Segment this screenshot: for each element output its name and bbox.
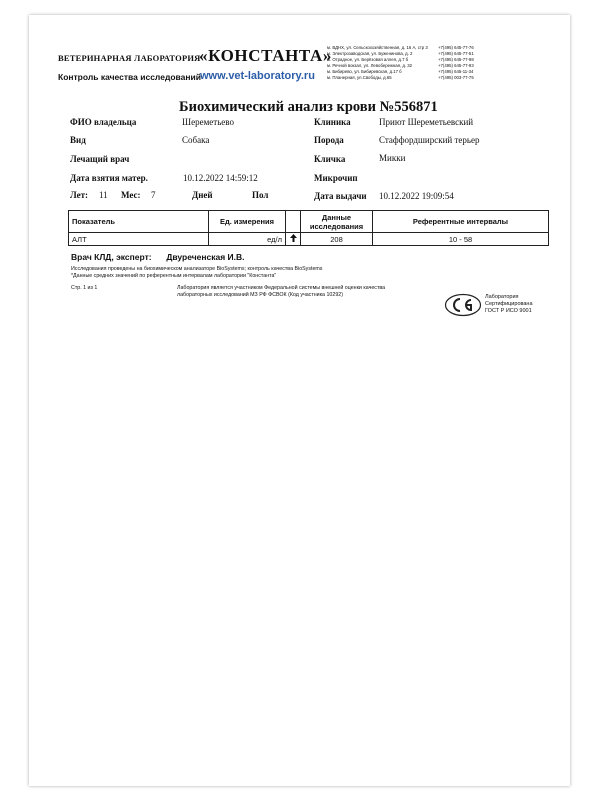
- cert-line-3: ГОСТ Р ИСО 9001: [485, 308, 532, 314]
- results-table: [68, 210, 549, 246]
- cell-reference: 10 - 58: [373, 233, 549, 246]
- phone-list: [438, 45, 474, 82]
- owner-value: Шереметьево: [182, 117, 234, 127]
- address-item: м. Электрозаводская, ул. Буженинова, д. 2: [327, 51, 413, 57]
- clinic-label: Клиника: [314, 117, 351, 127]
- arrow-up-icon: [286, 233, 301, 246]
- header-indicator: Показатель: [69, 211, 209, 233]
- attending-doctor-label: Лечащий врач: [70, 154, 130, 164]
- lab-subtitle: Контроль качества исследований: [58, 72, 201, 82]
- phone-item: +7(495) 645-77-51: [438, 51, 474, 57]
- phone-item: +7(495) 645-77-98: [438, 57, 474, 63]
- cell-value: 208: [301, 233, 373, 246]
- address-item: м. Планерная, ул.Свободы, д.65: [327, 75, 392, 81]
- certification-logo-icon: [444, 293, 482, 317]
- lab-doctor-name: Двуреченская И.В.: [166, 252, 245, 262]
- lab-website-link[interactable]: www.vet-laboratory.ru: [200, 70, 315, 82]
- years-label: Лет:: [70, 190, 89, 200]
- header-unit: Ед. измерения: [209, 211, 286, 233]
- sample-date-label: Дата взятия матер.: [70, 173, 148, 183]
- analyzer-note: Исследования проведены на биохимическом анализаторе BioSystems; контроль качества BioSystems: [71, 266, 323, 272]
- address-item: м. Бибирево, ул. Бибиревская, д.17 б: [327, 69, 402, 75]
- cert-line-1: Лаборатория: [485, 294, 519, 300]
- lab-name: ВЕТЕРИНАРНАЯ ЛАБОРАТОРИЯ: [58, 53, 201, 63]
- issue-date-value: 10.12.2022 19:09:54: [379, 191, 454, 201]
- cell-unit: ед/л: [209, 233, 286, 246]
- owner-label: ФИО владельца: [70, 117, 137, 127]
- reference-note: *Данные средних значений по референтным интервалам лаборатории "Константа": [71, 273, 277, 279]
- species-label: Вид: [70, 135, 86, 145]
- address-item: м. Речной вокзал, ул. Левобережная, д. 32: [327, 63, 413, 69]
- document-title: Биохимический анализ крови №556871: [179, 99, 438, 115]
- clinic-value: Приют Шереметьевский: [379, 117, 474, 127]
- species-value: Собака: [182, 135, 210, 145]
- table-row: [69, 233, 549, 246]
- lab-doctor-label: Врач КЛД, эксперт:: [71, 252, 152, 262]
- cell-indicator: АЛТ: [69, 233, 209, 246]
- federal-note-line-2: лабораторных исследований МЗ РФ ФСВОК (Код участника 10292): [177, 292, 343, 298]
- header-flag: [286, 211, 301, 233]
- cert-line-2: Сертифицирована: [485, 301, 533, 307]
- microchip-label: Микрочип: [314, 173, 358, 183]
- header-value: Данные исследования: [301, 211, 373, 233]
- breed-value: Стаффордширский терьер: [379, 135, 480, 145]
- sample-date-value: 10.12.2022 14:59:12: [183, 173, 258, 183]
- phone-item: +7(495) 645-77-76: [438, 45, 474, 50]
- lab-brand: «КОНСТАНТА»: [199, 46, 332, 65]
- address-item: м. ВДНХ, ул. Сельскохозяйственная, д. 16 А, стр 3: [327, 45, 428, 50]
- issue-date-label: Дата выдачи: [314, 191, 367, 201]
- header-reference: Референтные интервалы: [373, 211, 549, 233]
- address-item: м. Отрадное, ул. Берёзовая аллея, д.7 б: [327, 57, 409, 63]
- federal-note-line-1: Лаборатория является участником Федеральной системы внешней оценки качества: [177, 285, 386, 291]
- phone-item: +7(495) 645-77-93: [438, 63, 474, 69]
- days-label: Дней: [192, 190, 213, 200]
- lab-doctor: [71, 252, 245, 262]
- phone-item: +7(495) 645-11-34: [438, 69, 474, 75]
- page-number: Стр. 1 из 1: [71, 285, 98, 291]
- years-value: 11: [99, 190, 108, 200]
- breed-label: Порода: [314, 135, 344, 145]
- address-list: [327, 45, 428, 82]
- months-label: Мес:: [121, 190, 141, 200]
- nickname-label: Кличка: [314, 154, 346, 164]
- months-value: 7: [151, 190, 156, 200]
- table-header-row: [69, 211, 549, 233]
- sex-label: Пол: [252, 190, 269, 200]
- nickname-value: Микки: [379, 153, 406, 163]
- report-page: [29, 15, 570, 786]
- phone-item: +7(495) 003-77-75: [438, 75, 474, 81]
- arrow-up-icon-glyph: [290, 234, 297, 242]
